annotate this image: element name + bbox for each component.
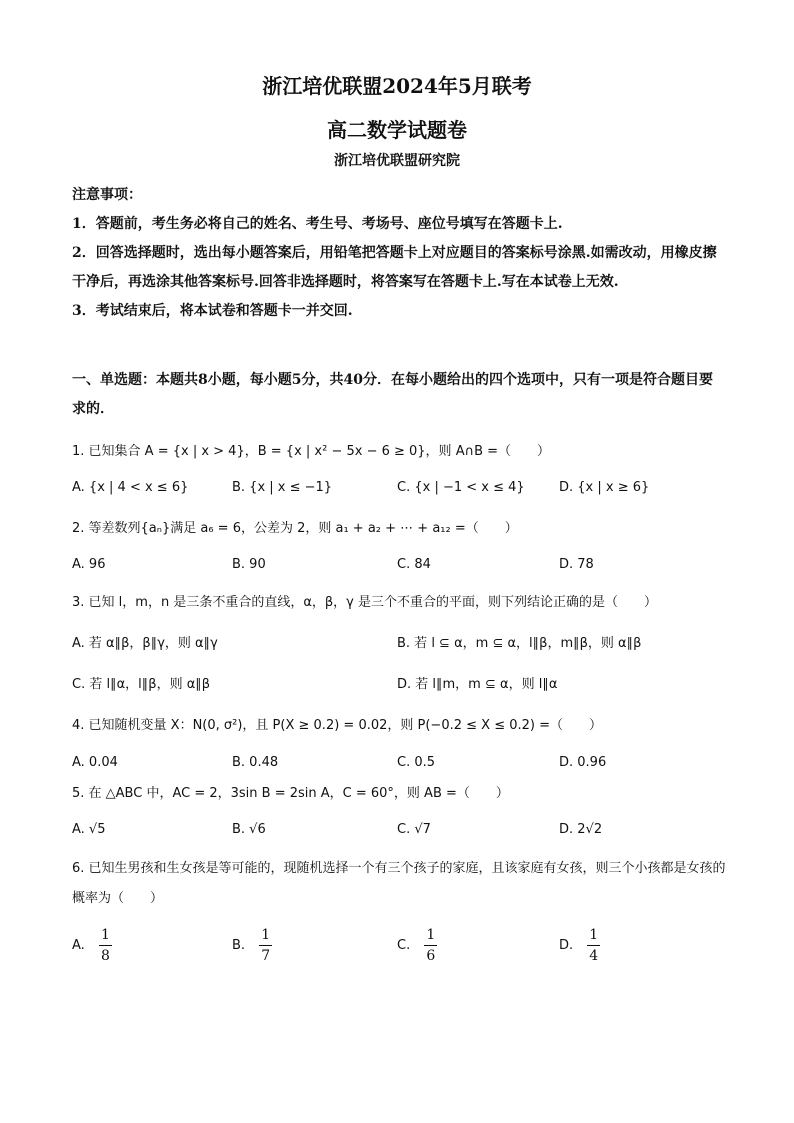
option-b — [232, 926, 272, 966]
exam-title: 浙江培优联盟2024年5月联考 — [262, 74, 532, 98]
question-6-stem: 6. 已知生男孩和生女孩是等可能的，现随机选择一个有三个孩子的家庭，且该家庭有女孩，则三个小孩都是女孩的概率为（ ） — [72, 861, 726, 906]
option-c: C. 若 l∥α，l∥β，则 α∥β — [72, 677, 211, 692]
fraction-denominator: 8 — [100, 948, 110, 964]
option-label: A. — [72, 938, 85, 953]
option-label: D. — [559, 938, 574, 953]
option-b: B. 90 — [232, 557, 266, 572]
question-5-options — [72, 816, 724, 844]
option-a: A. 若 α∥β，β∥γ，则 α∥γ — [72, 636, 218, 651]
option-d: D. 2√2 — [559, 822, 603, 837]
notes-block — [72, 181, 724, 326]
option-d: D. 78 — [559, 557, 594, 572]
fraction-denominator: 4 — [589, 948, 599, 964]
question-3-options-row2 — [72, 671, 724, 699]
option-d: D. {x | x ≥ 6} — [559, 480, 650, 495]
fraction — [587, 926, 600, 965]
option-a: A. 96 — [72, 557, 106, 572]
option-d: D. 若 l∥m，m ⊆ α，则 l∥α — [397, 677, 558, 692]
option-a: A. {x | 4 < x ≤ 6} — [72, 480, 189, 495]
option-a — [72, 926, 112, 966]
question-2-stem: 2. 等差数列{aₙ}满足 a₆ = 6，公差为 2，则 a₁ + a₂ + ⋯ + a₁₂ =（ ） — [72, 521, 518, 536]
question-3-stem: 3. 已知 l，m，n 是三条不重合的直线，α，β，γ 是三个不重合的平面，则下列结论正确的是（ ） — [72, 595, 658, 610]
option-c: C. 0.5 — [397, 755, 436, 770]
option-c — [397, 926, 437, 966]
option-label: B. — [232, 938, 246, 953]
notes-heading: 注意事项： — [72, 187, 142, 203]
option-c: C. √7 — [397, 822, 431, 837]
note-item-1: 1．答题前，考生务必将自己的姓名、考生号、考场号、座位号填写在答题卡上. — [72, 216, 563, 232]
option-b: B. 若 l ⊆ α，m ⊆ α，l∥β，m∥β，则 α∥β — [397, 636, 642, 651]
fraction-numerator: 1 — [99, 926, 112, 946]
fraction-numerator: 1 — [259, 926, 272, 946]
question-5-stem: 5. 在 △ABC 中，AC = 2，3sin B = 2sin A，C = 60°，则 AB =（ ） — [72, 786, 509, 801]
option-label: C. — [397, 938, 411, 953]
exam-organization: 浙江培优联盟研究院 — [334, 153, 460, 169]
option-a: A. √5 — [72, 822, 106, 837]
fraction-numerator: 1 — [424, 926, 437, 946]
fraction — [424, 926, 437, 965]
fraction — [99, 926, 112, 965]
question-4-stem: 4. 已知随机变量 X：N(0, σ²)，且 P(X ≥ 0.2) = 0.02，则 P(−0.2 ≤ X ≤ 0.2) =（ ） — [72, 718, 602, 733]
option-b: B. √6 — [232, 822, 266, 837]
question-4-options — [72, 749, 724, 777]
question-3-options-row1 — [72, 630, 724, 658]
option-b: B. {x | x ≤ −1} — [232, 480, 333, 495]
exam-subtitle: 高二数学试题卷 — [327, 118, 467, 142]
option-c: C. 84 — [397, 557, 431, 572]
option-b: B. 0.48 — [232, 755, 279, 770]
section-heading: 一、单选题：本题共8小题，每小题5分，共40分．在每小题给出的四个选项中，只有一项是符合题目要求的． — [72, 372, 713, 417]
fraction-numerator: 1 — [587, 926, 600, 946]
fraction-denominator: 6 — [426, 948, 436, 964]
fraction-denominator: 7 — [261, 948, 271, 964]
note-item-2: 2．回答选择题时，选出每小题答案后，用铅笔把答题卡上对应题目的答案标号涂黑.如需改动，用橡皮擦干净后，再选涂其他答案标号.回答非选择题时，将答案写在答题卡上.写在本试卷上无效. — [72, 245, 717, 290]
fraction — [259, 926, 272, 965]
question-6-options — [72, 926, 724, 966]
question-1-stem: 1. 已知集合 A = {x | x > 4}，B = {x | x² − 5x − 6 ≥ 0}，则 A∩B =（ ） — [72, 444, 551, 459]
option-a: A. 0.04 — [72, 755, 118, 770]
option-d — [559, 926, 600, 966]
question-2-options — [72, 551, 724, 579]
option-c: C. {x | −1 < x ≤ 4} — [397, 480, 525, 495]
option-d: D. 0.96 — [559, 755, 607, 770]
question-1-options — [72, 474, 724, 502]
note-item-3: 3．考试结束后，将本试卷和答题卡一并交回. — [72, 303, 353, 319]
